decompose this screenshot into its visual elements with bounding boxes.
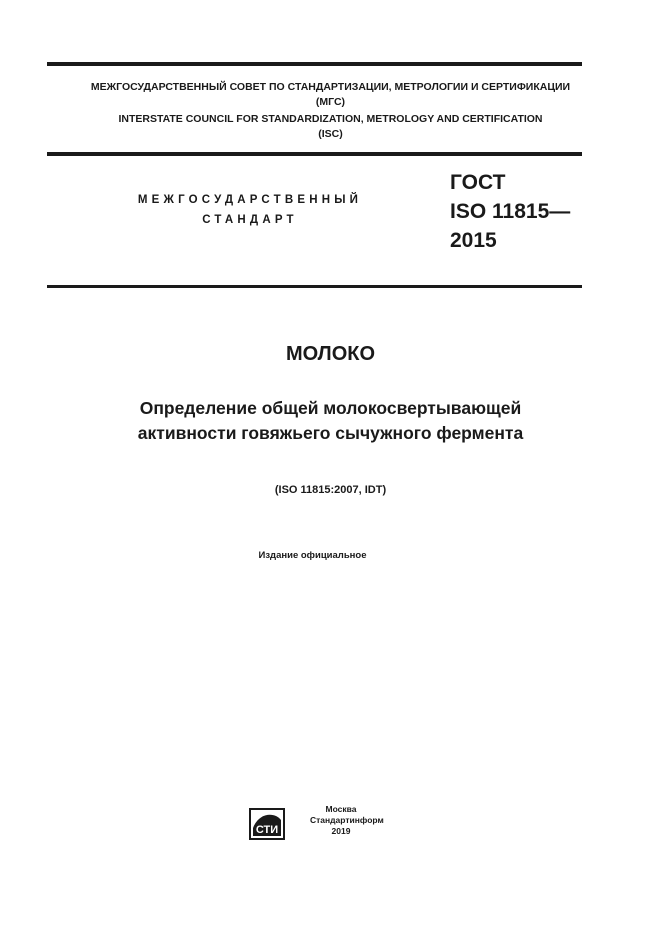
designation-line2: ISO 11815— xyxy=(450,200,571,223)
council-en-abbr: (ISC) xyxy=(318,128,343,140)
publisher-city: Москва xyxy=(325,804,357,814)
iso-reference: (ISO 11815:2007, IDT) xyxy=(274,484,387,496)
middle-rule xyxy=(47,152,582,156)
subtitle-line1: Определение общей молокосвертывающей xyxy=(139,398,522,418)
publisher-year: 2019 xyxy=(331,826,351,836)
top-rule xyxy=(47,62,582,66)
standard-designation xyxy=(450,168,570,255)
document-title: МОЛОКО xyxy=(285,343,376,365)
standartinform-logo-icon xyxy=(249,808,285,840)
standard-kind-line2: СТАНДАРТ xyxy=(202,214,298,226)
publisher-block xyxy=(310,804,384,837)
subtitle-line2: активности говяжьего сычужного фермента xyxy=(137,423,524,443)
council-ru-abbr: (МГС) xyxy=(315,96,346,108)
publisher-name: Стандартинформ xyxy=(310,815,384,825)
document-subtitle xyxy=(0,396,661,446)
council-name-ru xyxy=(47,80,614,110)
council-en-line1: INTERSTATE COUNCIL FOR STANDARDIZATION, METROLOGY AND CERTIFICATION xyxy=(118,113,543,125)
standard-kind-line1: МЕЖГОСУДАРСТВЕННЫЙ xyxy=(137,194,363,206)
logo-text: СТИ xyxy=(255,824,279,836)
edition-note: Издание официальное xyxy=(258,550,367,561)
lower-rule xyxy=(47,285,582,288)
designation-line1: ГОСТ xyxy=(450,171,506,194)
designation-line3: 2015 xyxy=(450,229,497,252)
council-ru-line1: МЕЖГОСУДАРСТВЕННЫЙ СОВЕТ ПО СТАНДАРТИЗАЦИИ, МЕТРОЛОГИИ И СЕРТИФИКАЦИИ xyxy=(90,81,571,93)
council-name-en xyxy=(47,112,614,142)
